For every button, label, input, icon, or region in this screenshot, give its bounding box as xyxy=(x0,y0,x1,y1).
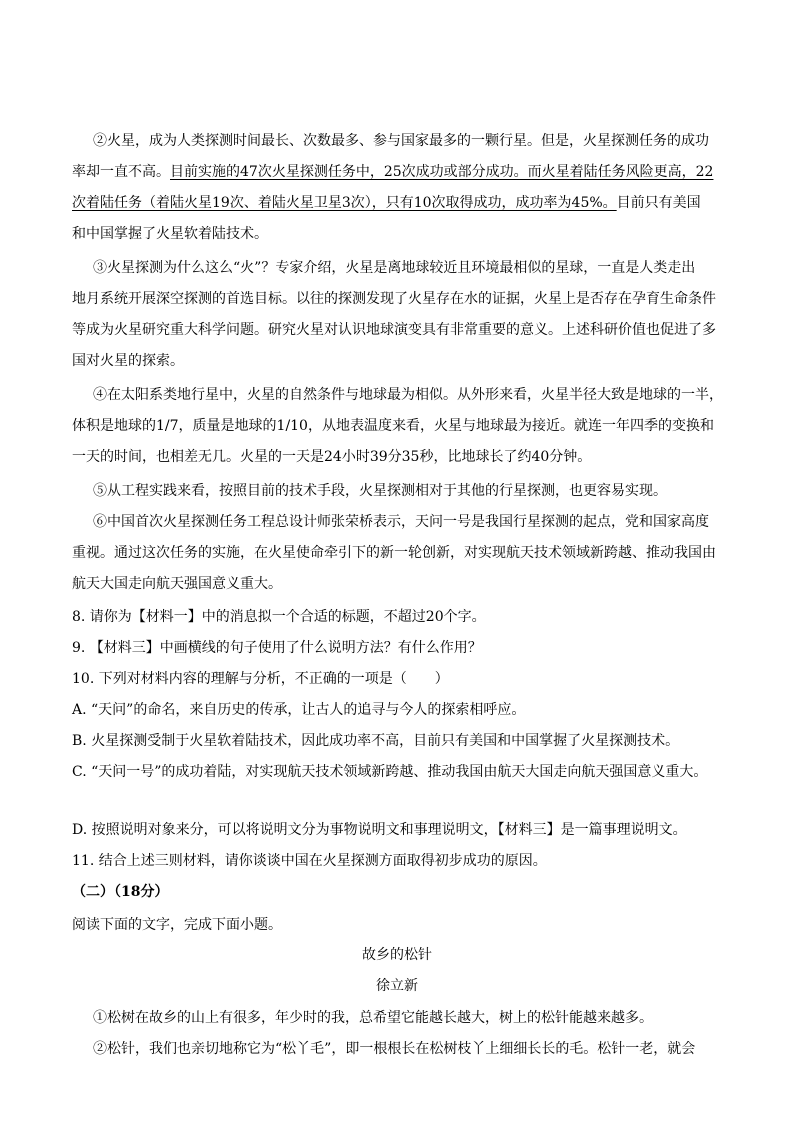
underlined-sentence: 目前实施的47次火星探测任务中，25次成功或部分成功。而火星着陆任务风险更高，22 xyxy=(170,164,714,180)
article-title: 故乡的松针 xyxy=(362,947,432,963)
paragraph-3-line-1: ③火星探测为什么这么“火”？专家介绍，火星是离地球较近且环境最相似的星球，一直是人类走出 xyxy=(93,260,696,276)
question-10: 10. 下列对材料内容的理解与分析，不正确的一项是（ ） xyxy=(72,671,449,687)
paragraph-5: ⑤从工程实践来看，按照目前的技术手段，火星探测相对于其他的行星探测，也更容易实现。 xyxy=(93,483,667,499)
paragraph-3-line-2: 地月系统开展深空探测的首选目标。以往的探测发现了火星存在水的证据，火星上是否存在孕育生命条件 xyxy=(72,291,716,307)
underlined-sentence: 次着陆任务（着陆火星19次、着陆火星卫星3次），只有10次取得成功，成功率为45%。 xyxy=(72,195,617,211)
paragraph-6-line-1: ⑥中国首次火星探测任务工程总设计师张荣桥表示，天问一号是我国行星探测的起点，党和国家高度 xyxy=(93,514,709,530)
question-10-option-d: D. 按照说明对象来分，可以将说明文分为事物说明文和事理说明文，【材料三】是一篇事理说明文。 xyxy=(72,822,687,838)
question-8: 8. 请你为【材料一】中的消息拟一个合适的标题，不超过20个字。 xyxy=(72,609,486,625)
text-plain: 目前只有美国 xyxy=(616,195,701,211)
question-10-option-c: C. “天问一号”的成功着陆，对实现航天技术领域新跨越、推动我国由航天大国走向航天强国意义重大。 xyxy=(72,764,708,780)
paragraph-3-line-4: 国对火星的探索。 xyxy=(72,353,184,369)
reading-instruction: 阅读下面的文字，完成下面小题。 xyxy=(72,917,282,933)
paragraph-2-line-2 xyxy=(72,157,732,188)
paragraph-2-line-4: 和中国掌握了火星软着陆技术。 xyxy=(72,226,268,242)
section-heading: （二）（18分） xyxy=(72,884,169,900)
paragraph-2-line-1: ②火星，成为人类探测时间最长、次数最多、参与国家最多的一颗行星。但是，火星探测任务的成功 xyxy=(93,133,709,149)
paragraph-4-line-2: 体积是地球的1/7，质量是地球的1/10，从地表温度来看，火星与地球最为接近。就连一年四季的变换和 xyxy=(72,418,714,434)
paragraph-2-line-3 xyxy=(72,188,732,219)
paragraph-4-line-1: ④在太阳系类地行星中，火星的自然条件与地球最为相似。从外形来看，火星半径大致是地球的一半， xyxy=(93,387,723,403)
question-11: 11. 结合上述三则材料，请你谈谈中国在火星探测方面取得初步成功的原因。 xyxy=(72,853,547,869)
question-9: 9. 【材料三】中画横线的句子使用了什么说明方法？有什么作用？ xyxy=(72,640,482,656)
text-plain: 率却一直不高。 xyxy=(72,164,170,180)
question-10-option-a: A. “天问”的命名，来自历史的传承，让古人的追寻与今人的探索相呼应。 xyxy=(72,702,526,718)
paragraph-3-line-3: 等成为火星研究重大科学问题。研究火星对认识地球演变具有非常重要的意义。上述科研价值也促进了多 xyxy=(72,322,716,338)
paragraph-4-line-3: 一天的时间，也相差无几。火星的一天是24小时39分35秒，比地球长了约40分钟。 xyxy=(72,449,592,465)
article-author: 徐立新 xyxy=(376,978,418,994)
paragraph-6-line-3: 航天大国走向航天强国意义重大。 xyxy=(72,576,282,592)
article-paragraph-2: ②松针，我们也亲切地称它为“松丫毛”，即一根根长在松树枝丫上细细长长的毛。松针一老，就会 xyxy=(93,1041,696,1057)
article-paragraph-1: ①松树在故乡的山上有很多，年少时的我，总希望它能越长越大，树上的松针能越来越多。 xyxy=(93,1010,653,1026)
question-10-option-b: B. 火星探测受制于火星软着陆技术，因此成功率不高，目前只有美国和中国掌握了火星探测技术。 xyxy=(72,733,680,749)
paragraph-6-line-2: 重视。通过这次任务的实施，在火星使命牵引下的新一轮创新，对实现航天技术领域新跨越、推动我国由 xyxy=(72,545,716,561)
